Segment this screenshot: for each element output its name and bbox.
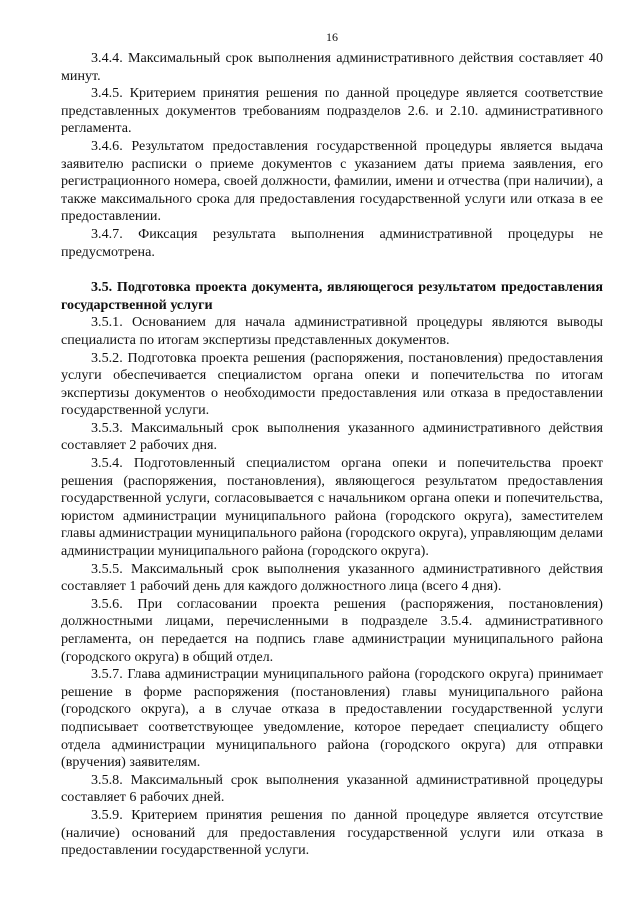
paragraph-3-5-5: 3.5.5. Максимальный срок выполнения указанного административного действия составляет 1 рабочий день для каждого должностного лица (всего 4 дня).: [61, 560, 603, 595]
page-number: 16: [326, 30, 338, 44]
paragraph-3-4-7: 3.4.7. Фиксация результата выполнения административной процедуры не предусмотрена.: [61, 225, 603, 260]
paragraph-3-5-4: 3.5.4. Подготовленный специалистом органа опеки и попечительства проект решения (распоряжения, постановления), являющегося результатом предоставления государственной услуги, согласовывается с начальником органа опеки и попечительства, юристом администрации муниципального района (городского округа), заместителем главы администрации муниципального района (городского округа), управляющим делами администрации муниципального района (городского округа).: [61, 455, 603, 560]
paragraph-3-4-5: 3.4.5. Критерием принятия решения по данной процедуре является соответствие представленных документов требованиям подразделов 2.6. и 2.10. административного регламента.: [61, 85, 603, 137]
paragraph-3-4-6: 3.4.6. Результатом предоставления государственной процедуры является выдача заявителю расписки о приеме документов с указанием даты приема заявления, его регистрационного номера, своей должности, фамилии, имени и отчества (при наличии), а также максимального срока для предоставления государственной услуги или отказа в ее предоставлении.: [61, 137, 603, 225]
paragraph-3-5-8: 3.5.8. Максимальный срок выполнения указанной административной процедуры составляет 6 рабочих дней.: [61, 771, 603, 806]
section-heading-3-5: 3.5. Подготовка проекта документа, являющегося результатом предоставления государственной услуги: [61, 279, 603, 313]
paragraph-3-5-7: 3.5.7. Глава администрации муниципального района (городского округа) принимает решение в форме распоряжения (постановления) главы муниципального района (городского округа), а в случае отказа в предоставлении государственной услуги подписывает соответствующее уведомление, которое передает специалисту общего отдела администрации муниципального района (городского округа) для отправки (вручения) заявителям.: [61, 666, 603, 771]
paragraph-3-5-6: 3.5.6. При согласовании проекта решения (распоряжения, постановления) должностными лицами, перечисленными в подразделе 3.5.4. административного регламента, он передается на подпись главе администрации муниципального района (городского округа) в общий отдел.: [61, 595, 603, 665]
paragraph-3-5-1: 3.5.1. Основанием для начала административной процедуры являются выводы специалиста по итогам экспертизы представленных документов.: [61, 314, 603, 348]
paragraph-3-4-4: 3.4.4. Максимальный срок выполнения административного действия составляет 40 минут.: [61, 50, 603, 84]
paragraph-3-5-3: 3.5.3. Максимальный срок выполнения указанного административного действия составляет 2 рабочих дня.: [61, 419, 603, 454]
paragraph-3-5-9: 3.5.9. Критерием принятия решения по данной процедуре является отсутствие (наличие) оснований для предоставления государственной услуги или отказа в предоставлении государственной услуги.: [61, 806, 603, 859]
paragraph-3-5-2: 3.5.2. Подготовка проекта решения (распоряжения, постановления) предоставления услуги обеспечивается специалистом органа опеки и попечительства по итогам экспертизы документов о необходимости предоставления или отказа в предоставлении государственной услуги.: [61, 349, 603, 419]
